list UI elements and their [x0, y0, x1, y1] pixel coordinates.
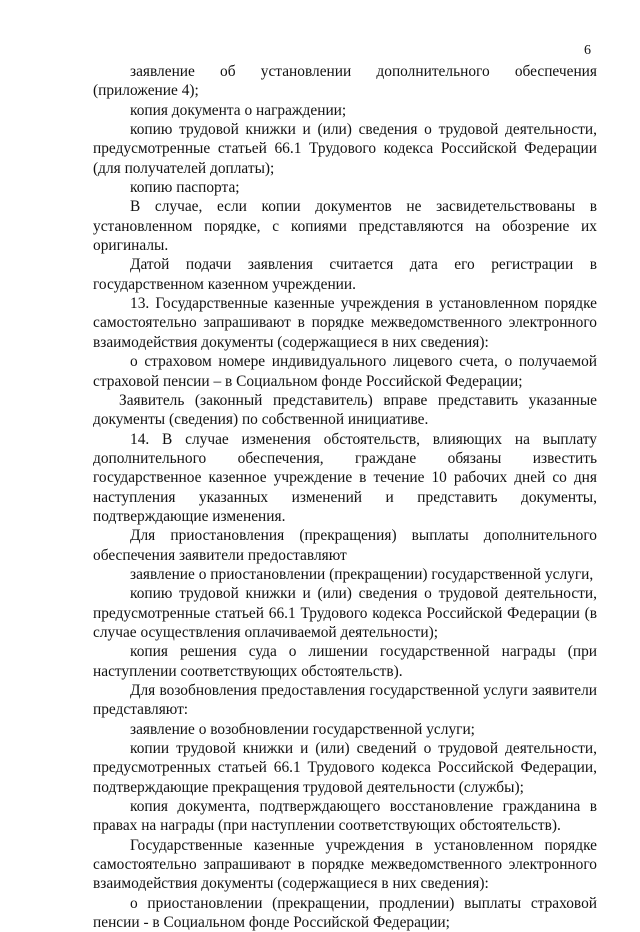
paragraph: Заявитель (законный представитель) вправе представить указанные документы (сведения) по собственной инициативе.	[93, 391, 597, 429]
paragraph: копию трудовой книжки и (или) сведения о трудовой деятельности, предусмотренные статьей 66.1 Трудового кодекса Российской Федерации (для получателей доплаты);	[93, 121, 597, 177]
paragraph: Государственные казенные учреждения в установленном порядке самостоятельно запрашивают в порядке межведомственного электронного взаимодействия документы (содержащиеся в них сведения):	[93, 836, 597, 893]
document-body	[93, 62, 597, 932]
paragraph: копии трудовой книжки и (или) сведений о трудовой деятельности, предусмотренных статьей 66.1 Трудового кодекса Российской Федерации, подтверждающие прекращения трудовой деятельности (службы);	[93, 740, 597, 796]
paragraph: заявление о возобновлении государственной услуги;	[130, 720, 475, 738]
paragraph: заявление об установлении дополнительного обеспечения (приложение 4);	[93, 63, 597, 100]
paragraph: копию паспорта;	[130, 179, 240, 197]
paragraph: копия документа о награждении;	[130, 101, 347, 119]
paragraph: копию трудовой книжки и (или) сведения о трудовой деятельности, предусмотренные статьей 66.1 Трудового кодекса Российской Федерации (в случае осуществления оплачиваемой деятельности);	[93, 585, 597, 641]
paragraph: 14. В случае изменения обстоятельств, влияющих на выплату дополнительного обеспечения, граждане обязаны известить государственное казенное учреждение в течение 10 рабочих дней со дня наступления указанных изменений и представить документы, подтверждающие изменения.	[93, 430, 597, 525]
paragraph: 13. Государственные казенные учреждения в установленном порядке самостоятельно запрашивают в порядке межведомственного электронного взаимодействия документы (содержащиеся в них сведения):	[93, 295, 597, 351]
paragraph: Датой подачи заявления считается дата его регистрации в государственном казенном учреждении.	[93, 256, 597, 293]
paragraph: копия решения суда о лишении государственной награды (при наступлении соответствующих обстоятельств).	[93, 643, 597, 680]
paragraph: о приостановлении (прекращении, продлении) выплаты страховой пенсии - в Социальном фонде Российской Федерации;	[93, 894, 597, 932]
paragraph: заявление о приостановлении (прекращении) государственной услуги,	[130, 565, 594, 583]
paragraph: копия документа, подтверждающего восстановление гражданина в правах на награды (при наступлении соответствующих обстоятельств).	[93, 798, 597, 835]
paragraph: Для приостановления (прекращения) выплаты дополнительного обеспечения заявители предоставляют	[93, 527, 597, 564]
paragraph: Для возобновления предоставления государственной услуги заявители представляют:	[93, 682, 597, 719]
paragraph: В случае, если копии документов не засвидетельствованы в установленном порядке, с копиями представляются на обозрение их оригиналы.	[93, 198, 597, 255]
page-number: 6	[584, 43, 591, 58]
paragraph: о страховом номере индивидуального лицевого счета, о получаемой страховой пенсии – в Социальном фонде Российской Федерации;	[93, 353, 597, 390]
